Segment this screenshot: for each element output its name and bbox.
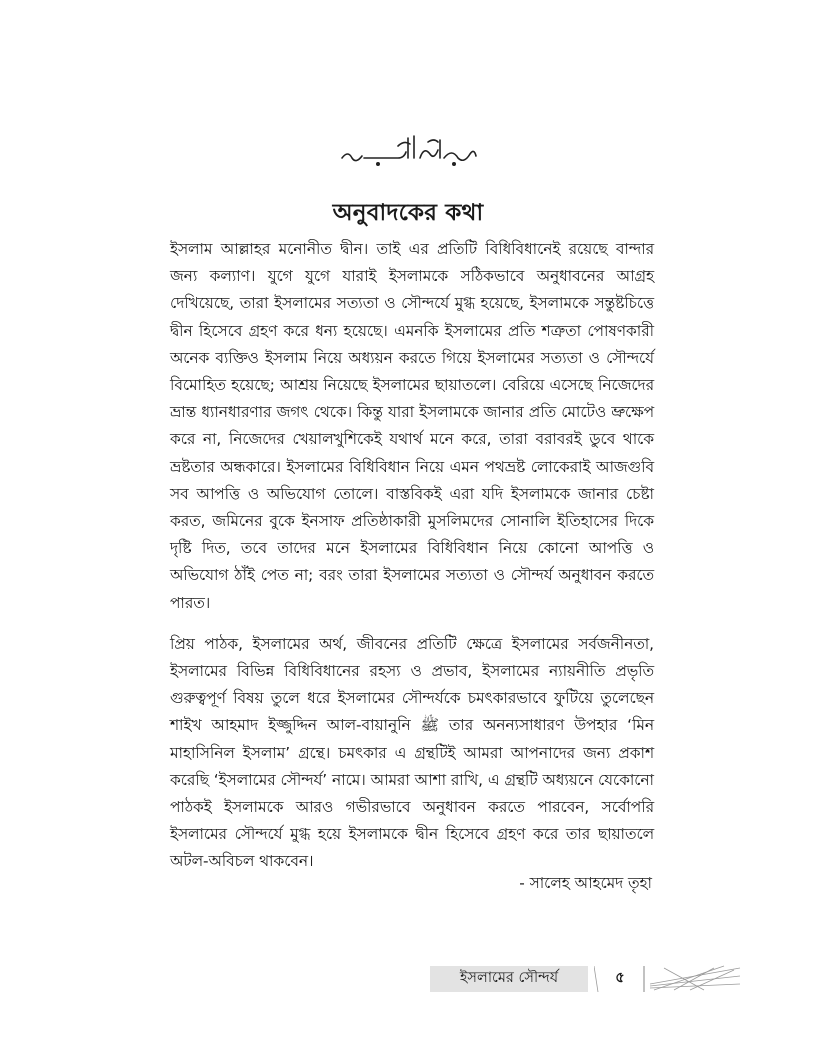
translator-signature: - সালেহ আহমেদ তৃহা [519, 874, 652, 892]
body-text [170, 236, 654, 876]
footer-book-title: ইসলামের সৌন্দর্য [430, 966, 588, 992]
paragraph-1: ইসলাম আল্লাহর মনোনীত দ্বীন। তাই এর প্রতিটি বিধিবিধানেই রয়েছে বান্দার জন্য কল্যাণ। যুগে যুগে যারাই ইসলামকে সঠিকভাবে অনুধাবনের আগ্রহ দেখিয়েছে, তারা ইসলামের সত্যতা ও সৌন্দর্যে মুগ্ধ হয়েছে, ইসলামকে সন্তুষ্টচিত্তে দ্বীন হিসেবে গ্রহণ করে ধন্য হয়েছে। এমনকি ইসলামের প্রতি শত্রুতা পোষণকারী অনেক ব্যক্তিও ইসলাম নিয়ে অধ্যয়ন করতে গিয়ে ইসলামের সত্যতা ও সৌন্দর্যে বিমোহিত হয়েছে; আশ্রয় নিয়েছে ইসলামের ছায়াতলে। বেরিয়ে এসেছে নিজেদের ভ্রান্ত ধ্যানধারণার জগৎ থেকে। কিন্তু যারা ইসলামকে জানার প্রতি মোটেও ভ্রুক্ষেপ করে না, নিজেদের খেয়ালখুশিকেই যথার্থ মনে করে, তারা বরাবরই ডুবে থাকে ভ্রষ্টতার অন্ধকারে। ইসলামের বিধিবিধান নিয়ে এমন পথভ্রষ্ট লোকেরাই আজগুবি সব আপত্তি ও অভিযোগ তোলে। বাস্তবিকই এরা যদি ইসলামকে জানার চেষ্টা করত, জমিনের বুকে ইনসাফ প্রতিষ্ঠাকারী মুসলিমদের সোনালি ইতিহাসের দিকে দৃষ্টি দিত, তবে তাদের মনে ইসলামের বিধিবিধান নিয়ে কোনো আপত্তি ও অভিযোগ ঠাঁই পেত না; বরং তারা ইসলামের সত্যতা ও সৌন্দর্য অনুধাবন করতে পারত। [170, 240, 654, 612]
page-title: অনুবাদকের কথা [332, 200, 484, 226]
page-number: ৫ [615, 970, 625, 986]
bismillah-calligraphy-icon [338, 128, 480, 168]
paragraph-2: প্রিয় পাঠক, ইসলামের অর্থ, জীবনের প্রতিটি ক্ষেত্রে ইসলামের সর্বজনীনতা, ইসলামের বিভিন্ন বিধিবিধানের রহস্য ও প্রভাব, ইসলামের ন্যায়নীতি প্রভৃতি গুরুত্বপূর্ণ বিষয় তুলে ধরে ইসলামের সৌন্দর্যকে চমৎকারভাবে ফুটিয়ে তুলেছেন শাইখ আহমাদ ইজ্জুদ্দিন আল-বায়ানুনি ﷺ তার অনন্যসাধারণ উপহার ‘মিন মাহাসিনিল ইসলাম’ গ্রন্থে। চমৎকার এ গ্রন্থটিই আমরা আপনাদের জন্য প্রকাশ করেছি ‘ইসলামের সৌন্দর্য’ নামে। আমরা আশা রাখি, এ গ্রন্থটি অধ্যয়নে যেকোনো পাঠকই ইসলামকে আরও গভীরভাবে অনুধাবন করতে পারবেন, সর্বোপরি ইসলামের সৌন্দর্যে মুগ্ধ হয়ে ইসলামকে দ্বীন হিসেবে গ্রহণ করে তার ছায়াতলে অটল-অবিচল থাকবেন। [170, 634, 654, 871]
